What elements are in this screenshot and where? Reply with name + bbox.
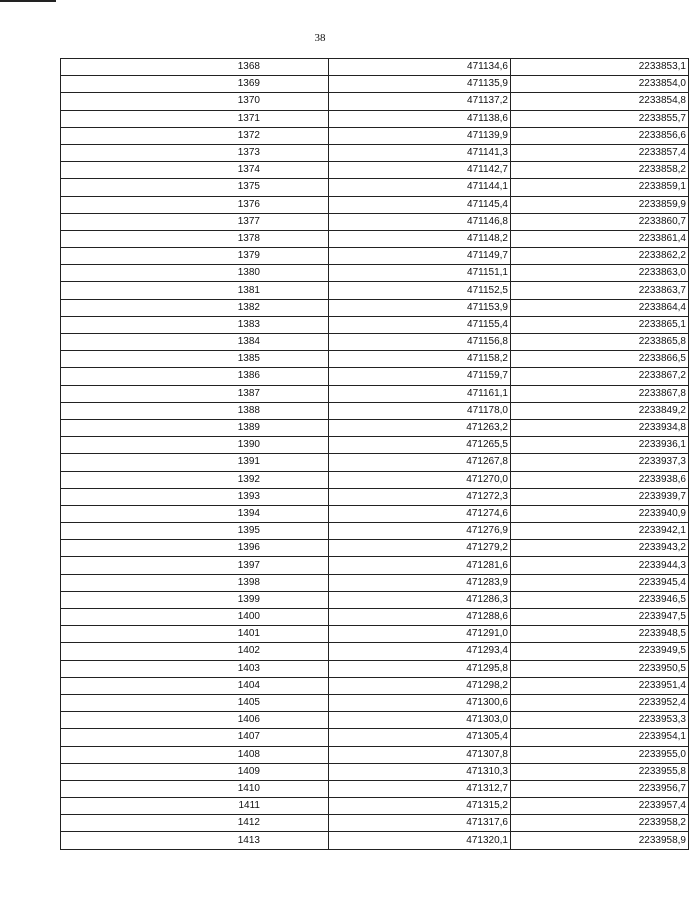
point-number-cell: 1394 bbox=[61, 505, 329, 522]
point-number-cell: 1393 bbox=[61, 488, 329, 505]
table-row bbox=[61, 419, 689, 436]
x-coordinate-cell: 471151,1 bbox=[329, 265, 511, 282]
point-number-cell: 1382 bbox=[61, 299, 329, 316]
y-coordinate-cell: 2233938,6 bbox=[511, 471, 689, 488]
table-row bbox=[61, 591, 689, 608]
point-number-cell: 1391 bbox=[61, 454, 329, 471]
point-number-cell: 1380 bbox=[61, 265, 329, 282]
point-number-cell: 1376 bbox=[61, 196, 329, 213]
x-coordinate-cell: 471303,0 bbox=[329, 712, 511, 729]
y-coordinate-cell: 2233936,1 bbox=[511, 437, 689, 454]
table-row bbox=[61, 488, 689, 505]
y-coordinate-cell: 2233952,4 bbox=[511, 694, 689, 711]
y-coordinate-cell: 2233957,4 bbox=[511, 798, 689, 815]
y-coordinate-cell: 2233854,0 bbox=[511, 76, 689, 93]
y-coordinate-cell: 2233944,3 bbox=[511, 557, 689, 574]
point-number-cell: 1384 bbox=[61, 334, 329, 351]
table-row bbox=[61, 557, 689, 574]
x-coordinate-cell: 471161,1 bbox=[329, 385, 511, 402]
table-row bbox=[61, 763, 689, 780]
x-coordinate-cell: 471295,8 bbox=[329, 660, 511, 677]
y-coordinate-cell: 2233934,8 bbox=[511, 419, 689, 436]
x-coordinate-cell: 471320,1 bbox=[329, 832, 511, 849]
table-row bbox=[61, 402, 689, 419]
x-coordinate-cell: 471134,6 bbox=[329, 59, 511, 76]
y-coordinate-cell: 2233862,2 bbox=[511, 248, 689, 265]
table-row bbox=[61, 110, 689, 127]
point-number-cell: 1377 bbox=[61, 213, 329, 230]
x-coordinate-cell: 471144,1 bbox=[329, 179, 511, 196]
point-number-cell: 1368 bbox=[61, 59, 329, 76]
x-coordinate-cell: 471298,2 bbox=[329, 677, 511, 694]
x-coordinate-cell: 471281,6 bbox=[329, 557, 511, 574]
y-coordinate-cell: 2233949,5 bbox=[511, 643, 689, 660]
table-row bbox=[61, 196, 689, 213]
point-number-cell: 1407 bbox=[61, 729, 329, 746]
point-number-cell: 1374 bbox=[61, 162, 329, 179]
x-coordinate-cell: 471178,0 bbox=[329, 402, 511, 419]
table-row bbox=[61, 712, 689, 729]
point-number-cell: 1406 bbox=[61, 712, 329, 729]
x-coordinate-cell: 471307,8 bbox=[329, 746, 511, 763]
point-number-cell: 1386 bbox=[61, 368, 329, 385]
point-number-cell: 1379 bbox=[61, 248, 329, 265]
y-coordinate-cell: 2233865,8 bbox=[511, 334, 689, 351]
y-coordinate-cell: 2233945,4 bbox=[511, 574, 689, 591]
table-row bbox=[61, 437, 689, 454]
table-row bbox=[61, 144, 689, 161]
table-row bbox=[61, 798, 689, 815]
point-number-cell: 1387 bbox=[61, 385, 329, 402]
table-row bbox=[61, 832, 689, 849]
point-number-cell: 1398 bbox=[61, 574, 329, 591]
point-number-cell: 1372 bbox=[61, 127, 329, 144]
x-coordinate-cell: 471145,4 bbox=[329, 196, 511, 213]
x-coordinate-cell: 471153,9 bbox=[329, 299, 511, 316]
point-number-cell: 1400 bbox=[61, 609, 329, 626]
point-number-cell: 1402 bbox=[61, 643, 329, 660]
y-coordinate-cell: 2233958,9 bbox=[511, 832, 689, 849]
point-number-cell: 1388 bbox=[61, 402, 329, 419]
y-coordinate-cell: 2233958,2 bbox=[511, 815, 689, 832]
x-coordinate-cell: 471142,7 bbox=[329, 162, 511, 179]
table-row bbox=[61, 351, 689, 368]
table-row bbox=[61, 282, 689, 299]
y-coordinate-cell: 2233950,5 bbox=[511, 660, 689, 677]
y-coordinate-cell: 2233863,0 bbox=[511, 265, 689, 282]
y-coordinate-cell: 2233953,3 bbox=[511, 712, 689, 729]
point-number-cell: 1410 bbox=[61, 780, 329, 797]
x-coordinate-cell: 471149,7 bbox=[329, 248, 511, 265]
scan-corner-mark bbox=[0, 0, 56, 2]
table-row bbox=[61, 248, 689, 265]
x-coordinate-cell: 471283,9 bbox=[329, 574, 511, 591]
x-coordinate-cell: 471159,7 bbox=[329, 368, 511, 385]
point-number-cell: 1370 bbox=[61, 93, 329, 110]
y-coordinate-cell: 2233943,2 bbox=[511, 540, 689, 557]
table-row bbox=[61, 523, 689, 540]
point-number-cell: 1375 bbox=[61, 179, 329, 196]
table-row bbox=[61, 780, 689, 797]
table-row bbox=[61, 540, 689, 557]
y-coordinate-cell: 2233946,5 bbox=[511, 591, 689, 608]
y-coordinate-cell: 2233860,7 bbox=[511, 213, 689, 230]
point-number-cell: 1396 bbox=[61, 540, 329, 557]
y-coordinate-cell: 2233955,8 bbox=[511, 763, 689, 780]
point-number-cell: 1385 bbox=[61, 351, 329, 368]
point-number-cell: 1408 bbox=[61, 746, 329, 763]
table-row bbox=[61, 179, 689, 196]
x-coordinate-cell: 471270,0 bbox=[329, 471, 511, 488]
table-row bbox=[61, 93, 689, 110]
table-row bbox=[61, 574, 689, 591]
point-number-cell: 1389 bbox=[61, 419, 329, 436]
table-row bbox=[61, 76, 689, 93]
x-coordinate-cell: 471141,3 bbox=[329, 144, 511, 161]
table-row bbox=[61, 471, 689, 488]
x-coordinate-cell: 471300,6 bbox=[329, 694, 511, 711]
y-coordinate-cell: 2233849,2 bbox=[511, 402, 689, 419]
table-row bbox=[61, 59, 689, 76]
x-coordinate-cell: 471276,9 bbox=[329, 523, 511, 540]
point-number-cell: 1413 bbox=[61, 832, 329, 849]
point-number-cell: 1412 bbox=[61, 815, 329, 832]
table-row bbox=[61, 368, 689, 385]
y-coordinate-cell: 2233865,1 bbox=[511, 316, 689, 333]
point-number-cell: 1378 bbox=[61, 230, 329, 247]
y-coordinate-cell: 2233853,1 bbox=[511, 59, 689, 76]
table-row bbox=[61, 729, 689, 746]
y-coordinate-cell: 2233947,5 bbox=[511, 609, 689, 626]
table-row bbox=[61, 316, 689, 333]
y-coordinate-cell: 2233951,4 bbox=[511, 677, 689, 694]
y-coordinate-cell: 2233942,1 bbox=[511, 523, 689, 540]
y-coordinate-cell: 2233948,5 bbox=[511, 626, 689, 643]
x-coordinate-cell: 471155,4 bbox=[329, 316, 511, 333]
y-coordinate-cell: 2233854,8 bbox=[511, 93, 689, 110]
point-number-cell: 1371 bbox=[61, 110, 329, 127]
table-row bbox=[61, 162, 689, 179]
y-coordinate-cell: 2233940,9 bbox=[511, 505, 689, 522]
table-row bbox=[61, 127, 689, 144]
x-coordinate-cell: 471279,2 bbox=[329, 540, 511, 557]
x-coordinate-cell: 471139,9 bbox=[329, 127, 511, 144]
y-coordinate-cell: 2233859,1 bbox=[511, 179, 689, 196]
x-coordinate-cell: 471158,2 bbox=[329, 351, 511, 368]
x-coordinate-cell: 471305,4 bbox=[329, 729, 511, 746]
y-coordinate-cell: 2233864,4 bbox=[511, 299, 689, 316]
x-coordinate-cell: 471272,3 bbox=[329, 488, 511, 505]
x-coordinate-cell: 471265,5 bbox=[329, 437, 511, 454]
x-coordinate-cell: 471274,6 bbox=[329, 505, 511, 522]
coordinates-table bbox=[60, 58, 689, 850]
point-number-cell: 1397 bbox=[61, 557, 329, 574]
table-row bbox=[61, 299, 689, 316]
coordinates-table-body bbox=[61, 59, 689, 850]
table-row bbox=[61, 454, 689, 471]
x-coordinate-cell: 471293,4 bbox=[329, 643, 511, 660]
table-row bbox=[61, 230, 689, 247]
table-row bbox=[61, 626, 689, 643]
y-coordinate-cell: 2233939,7 bbox=[511, 488, 689, 505]
point-number-cell: 1404 bbox=[61, 677, 329, 694]
table-row bbox=[61, 746, 689, 763]
x-coordinate-cell: 471288,6 bbox=[329, 609, 511, 626]
point-number-cell: 1409 bbox=[61, 763, 329, 780]
y-coordinate-cell: 2233858,2 bbox=[511, 162, 689, 179]
table-row bbox=[61, 334, 689, 351]
x-coordinate-cell: 471135,9 bbox=[329, 76, 511, 93]
x-coordinate-cell: 471263,2 bbox=[329, 419, 511, 436]
y-coordinate-cell: 2233955,0 bbox=[511, 746, 689, 763]
point-number-cell: 1369 bbox=[61, 76, 329, 93]
y-coordinate-cell: 2233954,1 bbox=[511, 729, 689, 746]
x-coordinate-cell: 471138,6 bbox=[329, 110, 511, 127]
y-coordinate-cell: 2233857,4 bbox=[511, 144, 689, 161]
table-row bbox=[61, 677, 689, 694]
x-coordinate-cell: 471148,2 bbox=[329, 230, 511, 247]
x-coordinate-cell: 471286,3 bbox=[329, 591, 511, 608]
point-number-cell: 1392 bbox=[61, 471, 329, 488]
point-number-cell: 1405 bbox=[61, 694, 329, 711]
table-row bbox=[61, 815, 689, 832]
point-number-cell: 1401 bbox=[61, 626, 329, 643]
point-number-cell: 1381 bbox=[61, 282, 329, 299]
y-coordinate-cell: 2233856,6 bbox=[511, 127, 689, 144]
x-coordinate-cell: 471312,7 bbox=[329, 780, 511, 797]
point-number-cell: 1390 bbox=[61, 437, 329, 454]
table-row bbox=[61, 505, 689, 522]
y-coordinate-cell: 2233863,7 bbox=[511, 282, 689, 299]
y-coordinate-cell: 2233956,7 bbox=[511, 780, 689, 797]
y-coordinate-cell: 2233867,8 bbox=[511, 385, 689, 402]
x-coordinate-cell: 471156,8 bbox=[329, 334, 511, 351]
table-row bbox=[61, 385, 689, 402]
x-coordinate-cell: 471146,8 bbox=[329, 213, 511, 230]
point-number-cell: 1373 bbox=[61, 144, 329, 161]
point-number-cell: 1399 bbox=[61, 591, 329, 608]
point-number-cell: 1383 bbox=[61, 316, 329, 333]
y-coordinate-cell: 2233855,7 bbox=[511, 110, 689, 127]
x-coordinate-cell: 471137,2 bbox=[329, 93, 511, 110]
x-coordinate-cell: 471315,2 bbox=[329, 798, 511, 815]
x-coordinate-cell: 471267,8 bbox=[329, 454, 511, 471]
y-coordinate-cell: 2233937,3 bbox=[511, 454, 689, 471]
table-row bbox=[61, 694, 689, 711]
point-number-cell: 1395 bbox=[61, 523, 329, 540]
x-coordinate-cell: 471152,5 bbox=[329, 282, 511, 299]
table-row bbox=[61, 609, 689, 626]
point-number-cell: 1403 bbox=[61, 660, 329, 677]
table-row bbox=[61, 213, 689, 230]
page-number: 38 bbox=[314, 32, 326, 44]
y-coordinate-cell: 2233859,9 bbox=[511, 196, 689, 213]
x-coordinate-cell: 471291,0 bbox=[329, 626, 511, 643]
y-coordinate-cell: 2233861,4 bbox=[511, 230, 689, 247]
x-coordinate-cell: 471310,3 bbox=[329, 763, 511, 780]
table-row bbox=[61, 643, 689, 660]
y-coordinate-cell: 2233866,5 bbox=[511, 351, 689, 368]
x-coordinate-cell: 471317,6 bbox=[329, 815, 511, 832]
y-coordinate-cell: 2233867,2 bbox=[511, 368, 689, 385]
point-number-cell: 1411 bbox=[61, 798, 329, 815]
table-row bbox=[61, 660, 689, 677]
table-row bbox=[61, 265, 689, 282]
